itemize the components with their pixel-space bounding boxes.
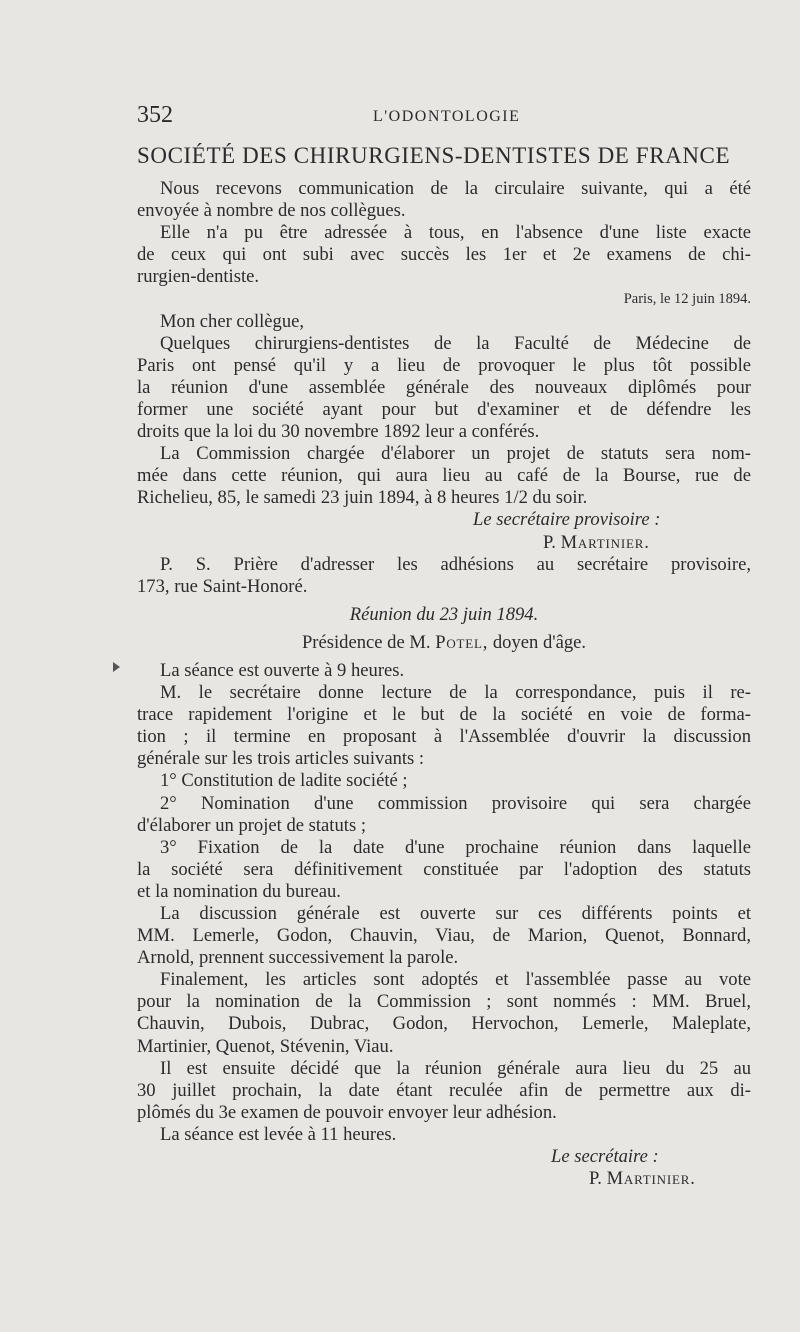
text-line: Finalement, les articles sont adoptés et l'assemblée passe au vote xyxy=(160,969,751,991)
text-line: tion ; il termine en proposant à l'Assemblée d'ouvrir la discussion xyxy=(137,726,751,748)
text-line: Chauvin, Dubois, Dubrac, Godon, Hervochon, Lemerle, Maleplate, xyxy=(137,1013,751,1035)
text-line: mée dans cette réunion, qui aura lieu au café de la Bourse, rue de xyxy=(137,465,751,487)
text-line: M. le secrétaire donne lecture de la correspondance, puis il re- xyxy=(160,682,751,704)
text-line: MM. Lemerle, Godon, Chauvin, Viau, de Marion, Quenot, Bonnard, xyxy=(137,925,751,947)
text-line: droits que la loi du 30 novembre 1892 leur a conférés. xyxy=(137,421,540,443)
text-line: 30 juillet prochain, la date étant reculée afin de permettre aux di- xyxy=(137,1079,751,1101)
text-line: Il est ensuite décidé que la réunion générale aura lieu du 25 au xyxy=(160,1057,751,1079)
meeting-title: Réunion du 23 juin 1894. xyxy=(349,603,539,625)
signature-surname: Martinier. xyxy=(560,531,650,553)
presidency xyxy=(137,632,751,654)
running-title: L'ODONTOLOGIE xyxy=(373,108,521,125)
text-line: plômés du 3e examen de pouvoir envoyer leur adhésion. xyxy=(137,1101,557,1123)
text-line: et la nomination du bureau. xyxy=(137,880,341,902)
text-line: trace rapidement l'origine et le but de la société en voie de forma- xyxy=(137,704,751,726)
text-line: La séance est levée à 11 heures. xyxy=(160,1123,397,1145)
text-line: La Commission chargée d'élaborer un projet de statuts sera nom- xyxy=(160,443,751,465)
text-line: rurgien-dentiste. xyxy=(137,266,260,288)
page-header xyxy=(137,102,753,132)
text-line: Paris ont pensé qu'il y a lieu de provoquer le plus tôt possible xyxy=(137,354,751,376)
salutation: Mon cher collègue, xyxy=(160,310,305,332)
signature-name xyxy=(137,1168,751,1190)
text-line: de ceux qui ont subi avec succès les 1er et 2e examens de chi- xyxy=(137,244,751,266)
signature-initial: P. xyxy=(589,1168,602,1190)
text-line: pour la nomination de la Commission ; sont nommés : MM. Bruel, xyxy=(137,991,751,1013)
signature-role: Le secrétaire : xyxy=(551,1146,659,1168)
text-line: Nous recevons communication de la circulaire suivante, qui a été xyxy=(160,178,751,199)
text-line: Richelieu, 85, le samedi 23 juin 1894, à 8 heures 1/2 du soir. xyxy=(137,487,588,509)
presidency-prefix: Présidence de M. xyxy=(301,631,431,653)
text-line: La séance est ouverte à 9 heures. xyxy=(160,659,405,681)
text-line: 1° Constitution de ladite société ; xyxy=(160,770,408,792)
body-text xyxy=(137,178,751,1190)
text-line: Arnold, prennent successivement la parole. xyxy=(137,947,459,969)
presidency-suffix: doyen d'âge. xyxy=(492,631,587,653)
signature-role: Le secrétaire provisoire : xyxy=(473,509,661,531)
text-line: envoyée à nombre de nos collègues. xyxy=(137,200,406,222)
text-line: 3° Fixation de la date d'une prochaine réunion dans laquelle xyxy=(160,836,751,858)
signature-surname: Martinier. xyxy=(606,1168,696,1190)
text-line: 173, rue Saint-Honoré. xyxy=(137,575,308,597)
text-line: former une société ayant pour but d'examiner et de défendre les xyxy=(137,398,751,420)
text-line: Quelques chirurgiens-dentistes de la Faculté de Médecine de xyxy=(160,332,751,354)
text-line: P. S. Prière d'adresser les adhésions au secrétaire provisoire, xyxy=(160,553,751,575)
section-title: SOCIÉTÉ DES CHIRURGIENS-DENTISTES DE FRANCE xyxy=(137,143,731,168)
text-line: la société sera définitivement constituée par l'adoption des statuts xyxy=(137,858,751,880)
signature-initial: P. xyxy=(543,531,556,553)
text-line: La discussion générale est ouverte sur ces différents points et xyxy=(160,903,751,924)
text-line: 2° Nomination d'une commission provisoire qui sera chargée xyxy=(160,792,751,814)
text-line: Elle n'a pu être adressée à tous, en l'absence d'une liste exacte xyxy=(160,222,751,244)
margin-mark xyxy=(113,662,120,672)
letter-date: Paris, le 12 juin 1894. xyxy=(623,291,751,308)
text-line: d'élaborer un projet de statuts ; xyxy=(137,814,366,836)
text-line: Martinier, Quenot, Stévenin, Viau. xyxy=(137,1035,394,1057)
page-number: 352 xyxy=(137,102,173,128)
signature-name xyxy=(137,532,751,554)
text-line: générale sur les trois articles suivants : xyxy=(137,748,425,770)
president-name: Potel, xyxy=(435,631,489,653)
text-line: la réunion d'une assemblée générale des nouveaux diplômés pour xyxy=(137,376,751,398)
